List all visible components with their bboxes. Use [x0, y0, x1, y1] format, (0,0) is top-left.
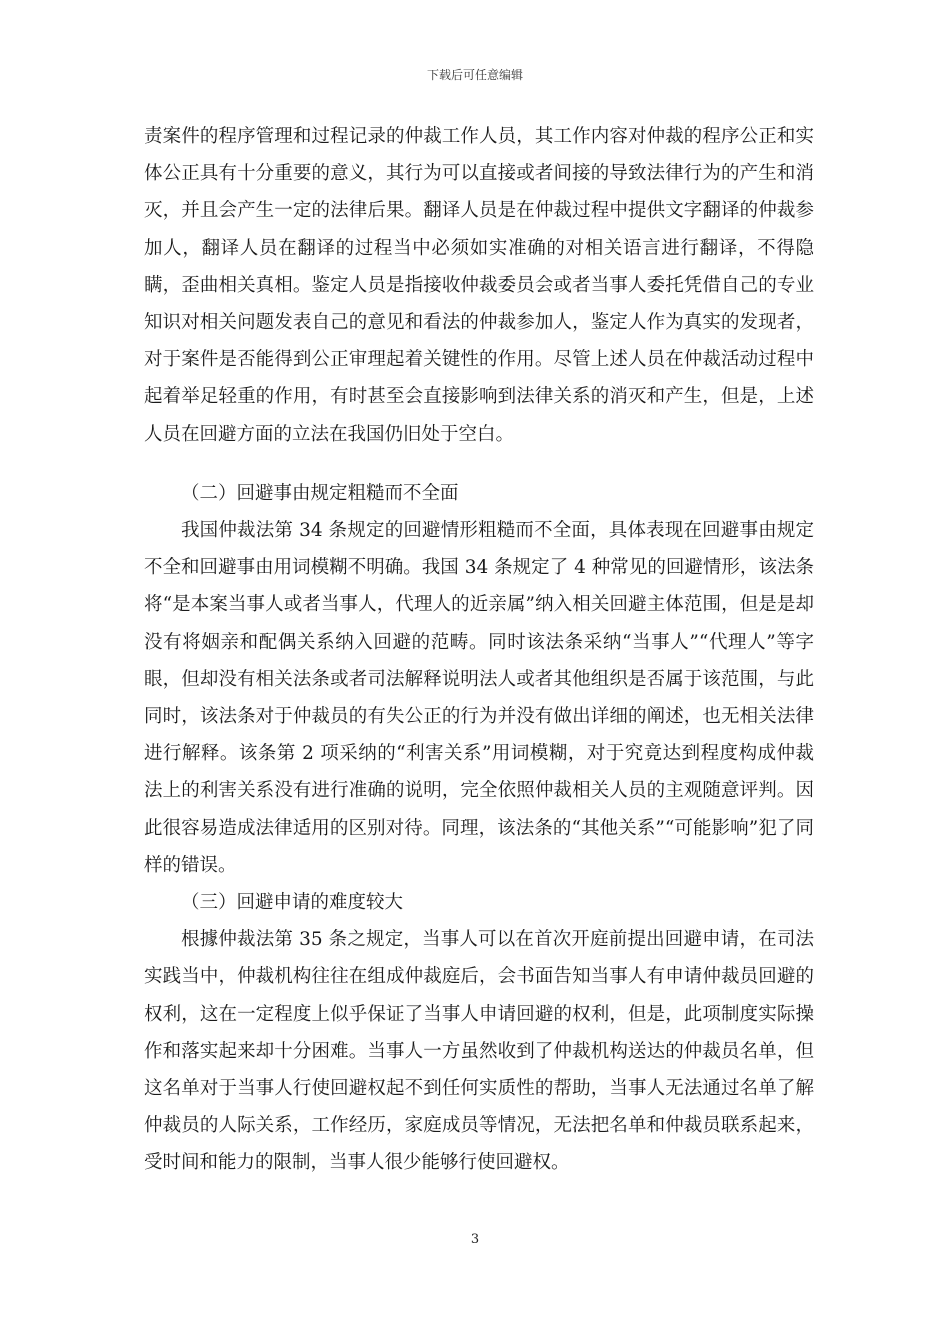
- paragraph-continuation: 责案件的程序管理和过程记录的仲裁工作人员，其工作内容对仲裁的程序公正和实体公正具有十分重要的意义，其行为可以直接或者间接的导致法律行为的产生和消灭，并且会产生一定的法律后果。翻译人员是在仲裁过程中提供文字翻译的仲裁参加人，翻译人员在翻译的过程当中必须如实准确的对相关语言进行翻译，不得隐瞒，歪曲相关真相。鉴定人员是指接收仲裁委员会或者当事人委托凭借自己的专业知识对相关问题发表自己的意见和看法的仲裁参加人，鉴定人作为真实的发现者，对于案件是否能得到公正审理起着关键性的作用。尽管上述人员在仲裁活动过程中起着举足轻重的作用，有时甚至会直接影响到法律关系的消灭和产生，但是，上述人员在回避方面的立法在我国仍旧处于空白。: [144, 126, 814, 445]
- page-header: 下载后可任意编辑: [426, 68, 523, 82]
- document-body: [144, 118, 814, 1182]
- paragraph-section-2: 我国仲裁法第 34 条规定的回避情形粗糙而不全面，具体表现在回避事由规定不全和回避事由用词模糊不明确。我国 34 条规定了 4 种常见的回避情形，该法条将“是本案当事人或者当事人，代理人的近亲属”纳入相关回避主体范围，但是是却没有将姻亲和配偶关系纳入回避的范畴。同时该法条采纳“当事人”“代理人”等字眼，但却没有相关法条或者司法解释说明法人或者其他组织是否属于该范围，与此同时，该法条对于仲裁员的有失公正的行为并没有做出详细的阐述，也无相关法律进行解释。该条第 2 项采纳的“利害关系”用词模糊，对于究竟达到程度构成仲裁法上的利害关系没有进行准确的说明，完全依照仲裁相关人员的主观随意评判。因此很容易造成法律适用的区别对待。同理，该法条的“其他关系”“可能影响”犯了同样的错误。: [144, 520, 814, 876]
- paragraph-section-3: 根據仲裁法第 35 条之规定，当事人可以在首次开庭前提出回避申请，在司法实践当中，仲裁机构往往在组成仲裁庭后，会书面告知当事人有申请仲裁员回避的权利，这在一定程度上似乎保证了当事人申请回避的权利，但是，此项制度实际操作和落实起来却十分困难。当事人一方虽然收到了仲裁机构送达的仲裁员名单，但这名单对于当事人行使回避权起不到任何实质性的帮助，当事人无法通过名单了解仲裁员的人际关系，工作经历，家庭成员等情况，无法把名单和仲裁员联系起来，受时间和能力的限制，当事人很少能够行使回避权。: [144, 929, 814, 1174]
- paragraph-gap: [144, 453, 814, 475]
- section-heading-2: （二）回避事由规定粗糙而不全面: [181, 482, 459, 504]
- page-number: 3: [470, 1232, 480, 1247]
- section-heading-3: （三）回避申请的难度较大: [181, 892, 404, 914]
